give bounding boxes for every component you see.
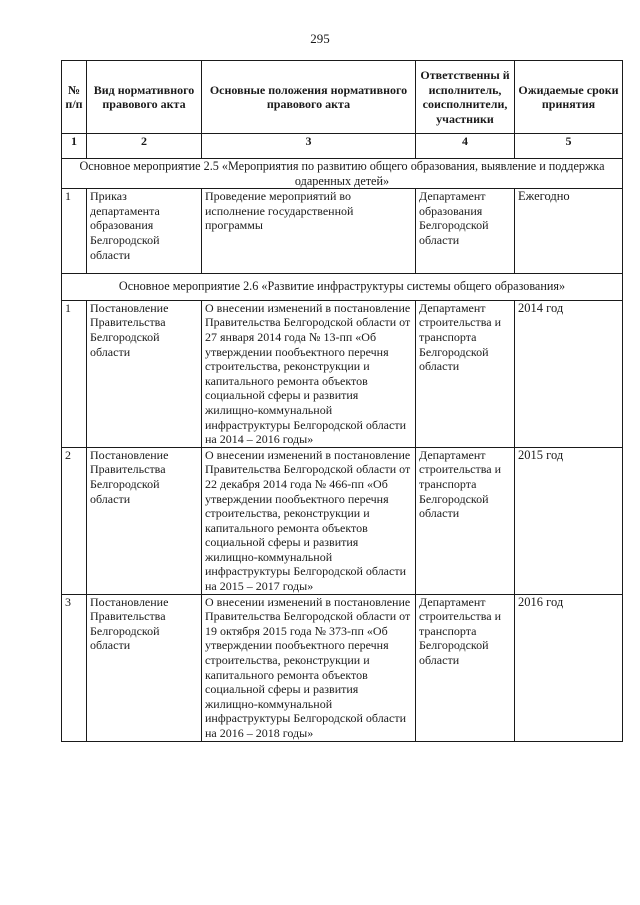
responsible: Департамент строительства и транспорта Белгородской области [416, 447, 515, 594]
responsible: Департамент строительства и транспорта Белгородской области [416, 300, 515, 447]
section-title: Основное мероприятие 2.6 «Развитие инфраструктуры системы общего образования» [62, 274, 623, 301]
row-number: 2 [62, 447, 87, 594]
row-number: 1 [62, 300, 87, 447]
column-number: 2 [87, 134, 202, 159]
header-act-type: Вид нормативного правового акта [87, 61, 202, 134]
act-provisions: Проведение мероприятий во исполнение государственной программы [202, 189, 416, 274]
act-type: Приказ департамента образования Белгородской области [87, 189, 202, 274]
act-type: Постановление Правительства Белгородской области [87, 447, 202, 594]
header-provisions: Основные положения нормативного правового акта [202, 61, 416, 134]
act-provisions: О внесении изменений в постановление Правительства Белгородской области от 27 января 2014 года № 13-пп «Об утверждении пообъектного перечня строительства, реконструкции и капитального ремонта объектов социальной сферы и развития жилищно-коммунальной инфраструктуры Белгородской области на 2014 – 2016 годы» [202, 300, 416, 447]
act-provisions: О внесении изменений в постановление Правительства Белгородской области от 19 октября 2015 года № 373-пп «Об утверждении пообъектного перечня строительства, реконструкции и капитального ремонта объектов социальной сферы и развития жилищно-коммунальной инфраструктуры Белгородской области на 2016 – 2018 годы» [202, 594, 416, 741]
table-header-row [62, 61, 623, 134]
table-row [62, 300, 623, 447]
term: 2014 год [515, 300, 623, 447]
legal-acts-table [61, 60, 623, 742]
column-number: 1 [62, 134, 87, 159]
term: 2016 год [515, 594, 623, 741]
section-row [62, 159, 623, 189]
page-number: 295 [310, 31, 330, 46]
term: Ежегодно [515, 189, 623, 274]
header-number: № п/п [62, 61, 87, 134]
act-type: Постановление Правительства Белгородской области [87, 594, 202, 741]
table-row [62, 594, 623, 741]
responsible: Департамент строительства и транспорта Белгородской области [416, 594, 515, 741]
term: 2015 год [515, 447, 623, 594]
column-numbers-row [62, 134, 623, 159]
responsible: Департамент образования Белгородской области [416, 189, 515, 274]
header-term: Ожидаемые сроки принятия [515, 61, 623, 134]
table-row [62, 447, 623, 594]
column-number: 4 [416, 134, 515, 159]
act-type: Постановление Правительства Белгородской области [87, 300, 202, 447]
act-provisions: О внесении изменений в постановление Правительства Белгородской области от 22 декабря 2014 года № 466-пп «Об утверждении пообъектного перечня строительства, реконструкции и капитального ремонта объектов социальной сферы и развития жилищно-коммунальной инфраструктуры Белгородской области на 2015 – 2017 годы» [202, 447, 416, 594]
table-row [62, 189, 623, 274]
section-title: Основное мероприятие 2.5 «Мероприятия по развитию общего образования, выявление и поддержка одаренных детей» [62, 159, 623, 189]
column-number: 5 [515, 134, 623, 159]
column-number: 3 [202, 134, 416, 159]
row-number: 3 [62, 594, 87, 741]
section-row [62, 274, 623, 301]
header-responsible: Ответственны й исполнитель, соисполнители, участники [416, 61, 515, 134]
row-number: 1 [62, 189, 87, 274]
